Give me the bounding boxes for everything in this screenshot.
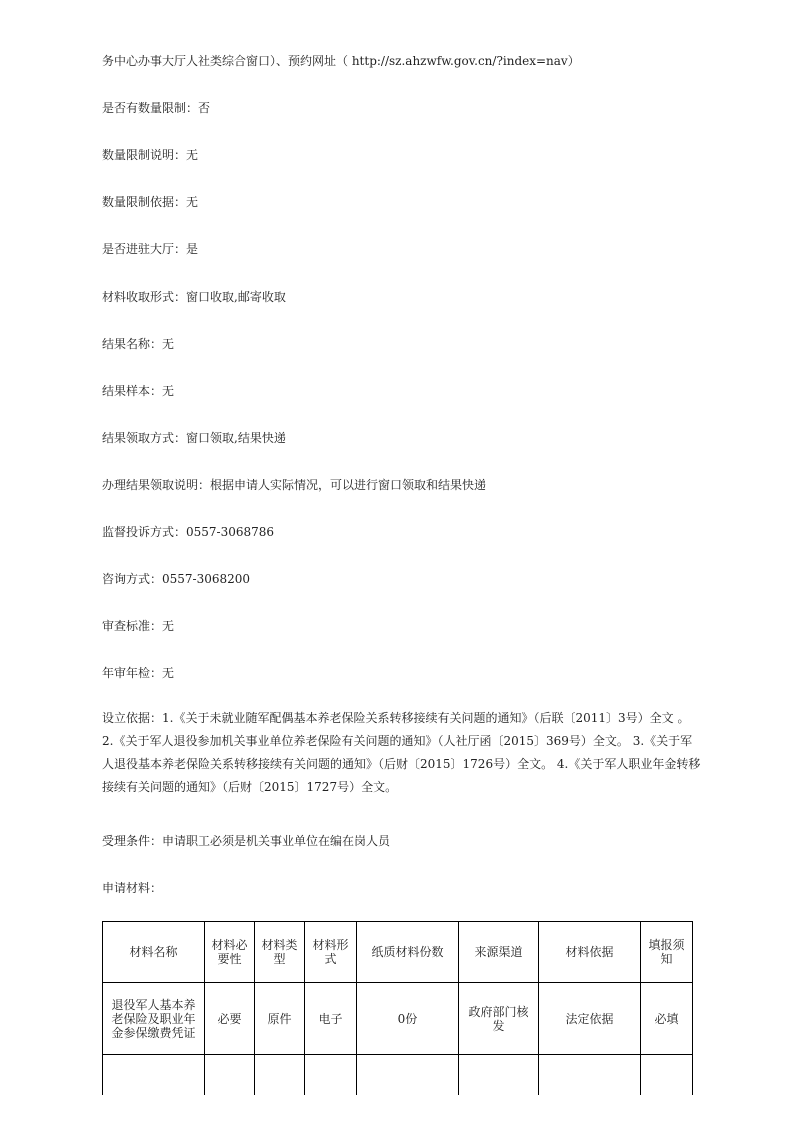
quantity-limit-desc: 数量限制说明：无 bbox=[102, 148, 199, 162]
cell-notes bbox=[641, 1055, 693, 1095]
result-pickup: 结果领取方式：窗口领取,结果快递 bbox=[102, 431, 286, 445]
legal-basis-text: 1.《关于未就业随军配偶基本养老保险关系转移接续有关问题的通知》（后联〔2011〕3号）全文 。 2.《关于军人退役参加机关事业单位养老保险有关问题的通知》（人社厅函〔2015〕369号）全文。 3.《关于军人退役基本养老保险关系转移接续有关问题的通知》（后财〔2015〕1726号）全文。 4.《关于军人职业年金转移接续有关问题的通知》（后财〔2015〕1727号）全文。 bbox=[102, 711, 701, 794]
cell-basis: 法定依据 bbox=[539, 983, 641, 1055]
header-paper-copies: 纸质材料份数 bbox=[357, 922, 459, 983]
quantity-limit-basis: 数量限制依据：无 bbox=[102, 195, 199, 209]
header-form: 材料形式 bbox=[305, 922, 357, 983]
header-type: 材料类型 bbox=[255, 922, 305, 983]
cell-type: 原件 bbox=[255, 983, 305, 1055]
acceptance-condition: 受理条件：申请职工必须是机关事业单位在编在岗人员 bbox=[102, 834, 391, 848]
cell-material-name bbox=[103, 1055, 205, 1095]
cell-paper-copies: 0份 bbox=[357, 983, 459, 1055]
table-header-row bbox=[103, 922, 693, 983]
table-row bbox=[103, 983, 693, 1055]
materials-table bbox=[102, 921, 693, 1095]
header-necessity: 材料必要性 bbox=[205, 922, 255, 983]
result-pickup-desc: 办理结果领取说明：根据申请人实际情况，可以进行窗口领取和结果快递 bbox=[102, 478, 487, 492]
cell-type bbox=[255, 1055, 305, 1095]
cell-form: 电子 bbox=[305, 983, 357, 1055]
legal-basis bbox=[102, 707, 702, 799]
consult-contact: 咨询方式：0557-3068200 bbox=[102, 572, 251, 586]
cell-basis bbox=[539, 1055, 641, 1095]
cell-form bbox=[305, 1055, 357, 1095]
result-name: 结果名称：无 bbox=[102, 337, 175, 351]
in-hall: 是否进驻大厅：是 bbox=[102, 242, 199, 256]
review-standard: 审查标准：无 bbox=[102, 619, 175, 633]
cell-necessity bbox=[205, 1055, 255, 1095]
header-basis: 材料依据 bbox=[539, 922, 641, 983]
cell-notes: 必填 bbox=[641, 983, 693, 1055]
annual-review: 年审年检：无 bbox=[102, 666, 175, 680]
cell-necessity: 必要 bbox=[205, 983, 255, 1055]
header-notes: 填报须知 bbox=[641, 922, 693, 983]
cell-paper-copies bbox=[357, 1055, 459, 1095]
complaint-contact: 监督投诉方式：0557-3068786 bbox=[102, 525, 275, 539]
cell-source bbox=[459, 1055, 539, 1095]
cell-source: 政府部门核发 bbox=[459, 983, 539, 1055]
result-sample: 结果样本：无 bbox=[102, 384, 175, 398]
materials-label: 申请材料： bbox=[102, 881, 163, 895]
cell-material-name: 退役军人基本养老保险及职业年金参保缴费凭证 bbox=[103, 983, 205, 1055]
table-row bbox=[103, 1055, 693, 1095]
material-collection: 材料收取形式：窗口收取,邮寄收取 bbox=[102, 290, 286, 304]
legal-basis-label: 设立依据： bbox=[102, 711, 163, 725]
address-line: 务中心办事大厅人社类综合窗口）、预约网址（ http://sz.ahzwfw.gov.cn/?index=nav） bbox=[102, 54, 580, 68]
quantity-limit: 是否有数量限制：否 bbox=[102, 101, 211, 115]
header-source: 来源渠道 bbox=[459, 922, 539, 983]
header-material-name: 材料名称 bbox=[103, 922, 205, 983]
